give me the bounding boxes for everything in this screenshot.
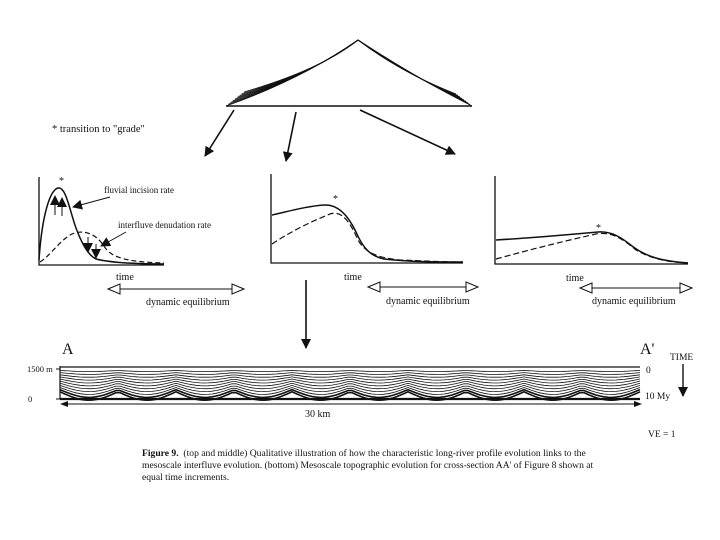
- time-zero-label: 0: [646, 366, 651, 376]
- topography-layer-line: [60, 379, 640, 383]
- equilibrium-arrow-right: [580, 283, 692, 293]
- time-axis-label: TIME: [670, 353, 694, 363]
- section-end-label: A': [640, 341, 655, 358]
- equilibrium-arrow-middle: [368, 282, 478, 292]
- vertical-exaggeration-label: VE = 1: [648, 430, 676, 440]
- grade-marker-right: *: [596, 223, 601, 234]
- triangle-left-line: [242, 40, 358, 94]
- interfluve-denudation-curve: [40, 232, 164, 263]
- triangle-left-line: [240, 40, 359, 96]
- time-label-middle: time: [344, 272, 362, 283]
- figure-caption: [142, 448, 612, 484]
- triangle-right-line: [358, 40, 456, 94]
- fluvial-pointer-arrow: [73, 197, 110, 207]
- interfluve-pointer-arrow: [101, 232, 126, 246]
- grade-marker-left: *: [59, 176, 64, 187]
- panel-right: [495, 176, 692, 307]
- right-solid-curve: [496, 232, 688, 263]
- section-start-label: A: [62, 341, 74, 358]
- arrow-to-left-panel: [205, 110, 234, 156]
- equilibrium-arrow-left: [108, 284, 244, 294]
- triangle-right-line: [358, 40, 458, 96]
- elevation-zero-label: 0: [28, 394, 33, 404]
- panel-middle: [271, 174, 478, 307]
- triangle-profile-diagram: [226, 40, 472, 106]
- triangle-left-line: [244, 40, 358, 92]
- panel-left: [39, 176, 244, 308]
- middle-solid-curve: [272, 205, 463, 262]
- equilibrium-label-left: dynamic equilibrium: [146, 297, 230, 308]
- middle-dashed-curve: [272, 213, 463, 262]
- topography-layer-line: [60, 371, 640, 372]
- equilibrium-label-right: dynamic equilibrium: [592, 296, 676, 307]
- arrow-to-right-panel: [360, 110, 455, 154]
- time-label-left: time: [116, 272, 134, 283]
- fluvial-incision-label: fluvial incision rate: [104, 185, 174, 195]
- arrow-to-middle-panel: [286, 112, 296, 161]
- time-label-right: time: [566, 273, 584, 284]
- caption-figure-label: Figure 9.: [142, 448, 179, 459]
- elevation-top-label: 1500 m: [27, 364, 53, 374]
- topography-layer-line: [60, 373, 640, 375]
- caption-text: (top and middle) Qualitative illustration of how the characteristic long-river profile evolution links to the mesoscale interfluve evolution. (bottom) Mesoscale topographic evolution for cross-section AA' of Figure 8 shown at equal time increments.: [142, 448, 594, 483]
- distance-label: 30 km: [305, 409, 331, 420]
- grade-marker-middle: *: [333, 194, 338, 205]
- cross-section: [27, 341, 693, 440]
- transition-label: * transition to "grade": [52, 124, 145, 135]
- interfluve-denudation-label: interfluve denudation rate: [118, 220, 211, 230]
- equilibrium-label-middle: dynamic equilibrium: [386, 296, 470, 307]
- triangle-right-line: [358, 40, 460, 97]
- time-end-label: 10 My: [645, 392, 671, 402]
